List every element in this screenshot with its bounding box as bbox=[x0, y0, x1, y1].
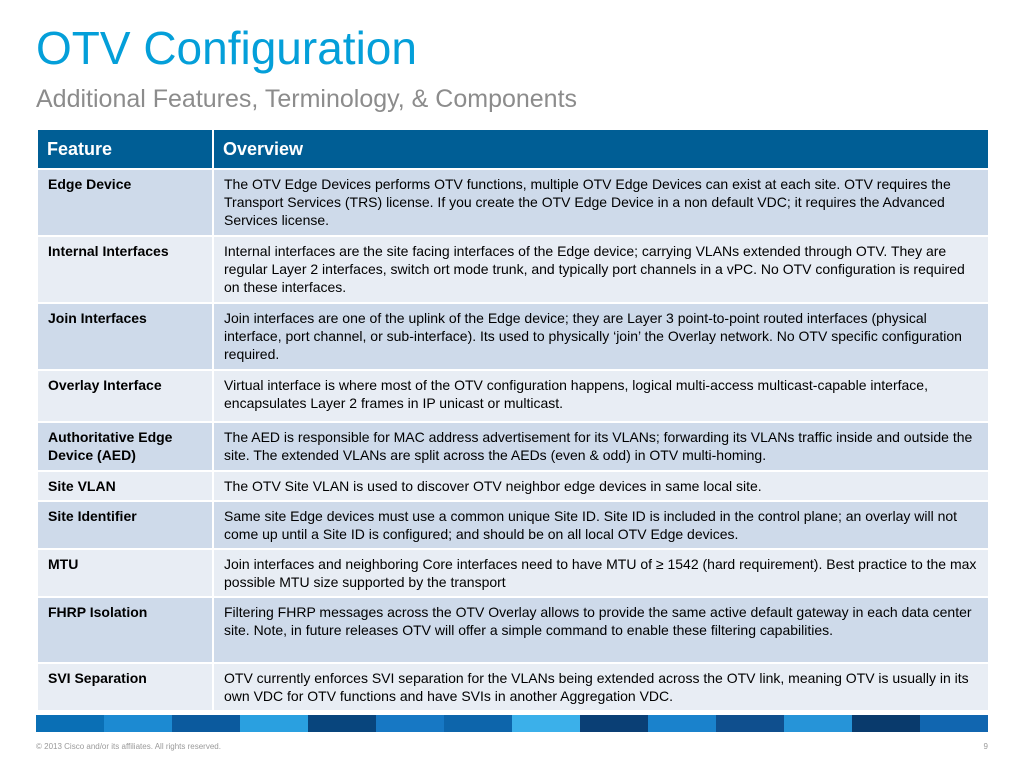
color-bar-segment bbox=[716, 715, 784, 732]
feature-cell: Join Interfaces bbox=[37, 303, 213, 370]
color-bar-segment bbox=[512, 715, 580, 732]
color-bar-segment bbox=[308, 715, 376, 732]
table-row bbox=[37, 422, 989, 471]
color-bar-segment bbox=[376, 715, 444, 732]
overview-cell: Join interfaces are one of the uplink of the Edge device; they are Layer 3 point-to-point routed interfaces (physical interface, port channel, or sub-interface). Its used to physically ‘join’ the Overlay network. No OTV specific configuration required. bbox=[213, 303, 989, 370]
table-header-row bbox=[37, 130, 989, 169]
slide-title: OTV Configuration bbox=[36, 22, 417, 74]
overview-cell: Virtual interface is where most of the OTV configuration happens, logical multi-access multicast-capable interface, encapsulates Layer 2 frames in IP unicast or multicast. bbox=[213, 370, 989, 422]
header-overview: Overview bbox=[213, 130, 989, 169]
overview-cell: The AED is responsible for MAC address advertisement for its VLANs; forwarding its VLANs traffic inside and outside the site. The extended VLANs are split across the AEDs (even & odd) in OTV multi-homing. bbox=[213, 422, 989, 471]
feature-cell: Site VLAN bbox=[37, 471, 213, 501]
overview-cell: OTV currently enforces SVI separation for the VLANs being extended across the OTV link, meaning OTV is usually in its own VDC for OTV functions and have SVIs in another Aggregation VDC. bbox=[213, 663, 989, 711]
feature-cell: Edge Device bbox=[37, 169, 213, 236]
table-row bbox=[37, 501, 989, 549]
feature-table-container bbox=[36, 130, 988, 712]
color-bar-segment bbox=[36, 715, 104, 732]
color-bar-segment bbox=[852, 715, 920, 732]
color-bar-segment bbox=[240, 715, 308, 732]
feature-cell: Internal Interfaces bbox=[37, 236, 213, 303]
copyright-footer: © 2013 Cisco and/or its affiliates. All rights reserved. bbox=[36, 742, 221, 751]
table-row bbox=[37, 370, 989, 422]
color-bar-segment bbox=[784, 715, 852, 732]
color-bar-segment bbox=[580, 715, 648, 732]
color-bar-segment bbox=[444, 715, 512, 732]
feature-table bbox=[36, 130, 990, 712]
overview-cell: Join interfaces and neighboring Core interfaces need to have MTU of ≥ 1542 (hard requirement). Best practice to the max possible MTU size supported by the transport bbox=[213, 549, 989, 597]
feature-cell: Authoritative Edge Device (AED) bbox=[37, 422, 213, 471]
feature-cell: FHRP Isolation bbox=[37, 597, 213, 663]
feature-cell: SVI Separation bbox=[37, 663, 213, 711]
table-row bbox=[37, 663, 989, 711]
feature-cell: Overlay Interface bbox=[37, 370, 213, 422]
page-number: 9 bbox=[983, 742, 988, 751]
table-row bbox=[37, 471, 989, 501]
decorative-color-bar bbox=[36, 715, 988, 732]
slide-subtitle: Additional Features, Terminology, & Components bbox=[36, 85, 578, 113]
color-bar-segment bbox=[920, 715, 988, 732]
overview-cell: The OTV Site VLAN is used to discover OTV neighbor edge devices in same local site. bbox=[213, 471, 989, 501]
table-row bbox=[37, 597, 989, 663]
table-row bbox=[37, 549, 989, 597]
feature-cell: MTU bbox=[37, 549, 213, 597]
overview-cell: The OTV Edge Devices performs OTV functions, multiple OTV Edge Devices can exist at each site. OTV requires the Transport Services (TRS) license. If you create the OTV Edge Device in a non default VDC; it requires the Advanced Services license. bbox=[213, 169, 989, 236]
header-feature: Feature bbox=[37, 130, 213, 169]
feature-cell: Site Identifier bbox=[37, 501, 213, 549]
table-row bbox=[37, 303, 989, 370]
color-bar-segment bbox=[648, 715, 716, 732]
overview-cell: Same site Edge devices must use a common unique Site ID. Site ID is included in the control plane; an overlay will not come up until a Site ID is configured; and should be on all local OTV Edge devices. bbox=[213, 501, 989, 549]
color-bar-segment bbox=[104, 715, 172, 732]
color-bar-segment bbox=[172, 715, 240, 732]
overview-cell: Internal interfaces are the site facing interfaces of the Edge device; carrying VLANs extended through OTV. They are regular Layer 2 interfaces, switch ort mode trunk, and typically port channels in a vPC. No OTV configuration is required on these interfaces. bbox=[213, 236, 989, 303]
overview-cell: Filtering FHRP messages across the OTV Overlay allows to provide the same active default gateway in each data center site. Note, in future releases OTV will offer a simple command to enable these filtering capabilities. bbox=[213, 597, 989, 663]
table-row bbox=[37, 169, 989, 236]
table-row bbox=[37, 236, 989, 303]
